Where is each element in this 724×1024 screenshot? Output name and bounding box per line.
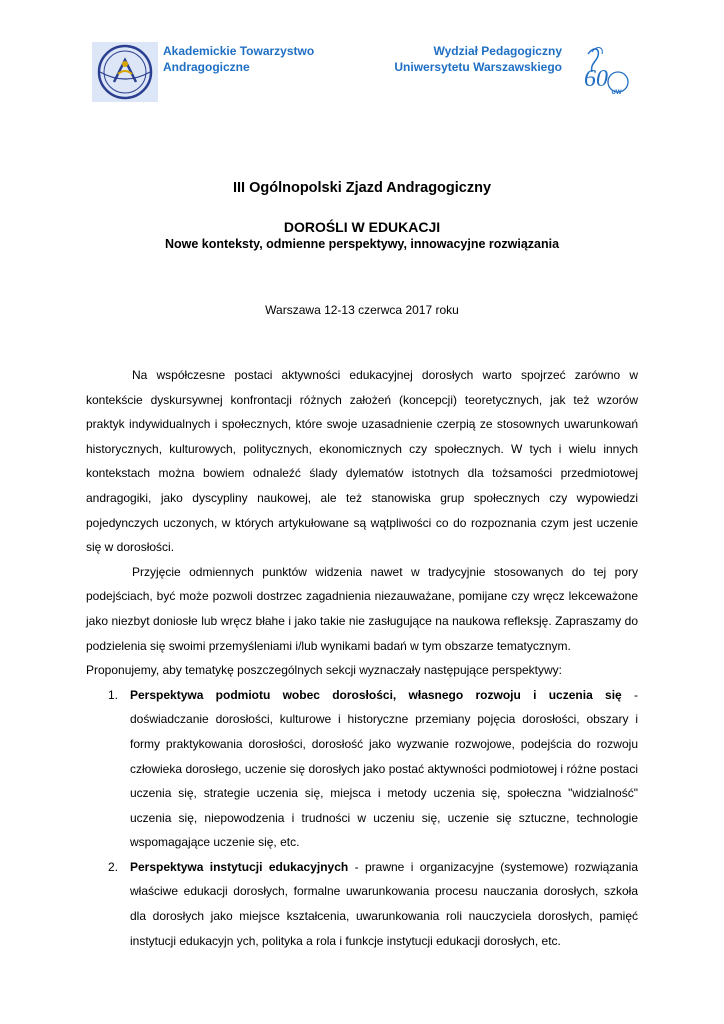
left-org-line1: Akademickie Towarzystwo (163, 44, 315, 58)
congress-date: Warszawa 12-13 czerwca 2017 roku (265, 303, 459, 317)
uw-faculty-logo (580, 42, 632, 102)
list-item-text: - prawne i organizacyjne (systemowe) rozwiązania właściwe edukacji dorosłych, formalne uwarunkowania procesu nauczania dorosłych, szkoła dla dorosłych jako miejsce kształcenia, uwarunkowania roli nauczyciela dorosłych, pamięć instytucji edukacyjn ych, polityka a rola i funkcje instytucji edukacji dorosłych, etc. (130, 859, 638, 948)
ata-emblem-icon (92, 42, 158, 102)
paragraph-proposal: Proponujemy, aby tematykę poszczególnych sekcji wyznaczały następujące perspektywy: (86, 663, 563, 678)
congress-theme: DOROŚLI W EDUKACJI (283, 219, 441, 235)
paragraph-invitation: Przyjęcie odmiennych punktów widzenia nawet w tradycyjnie stosowanych do tej pory podejściach, być może pozwoli dostrzec zagadnienia niezauważane, pomijane czy wręcz lekceważone jako niezbyt doniosłe lub wręcz błahe i jako takie nie zasługujące na naukowa refleksję. Zapraszamy do podzielenia się swoimi przemyśleniami i/lub wynikami badań w tym obszarze tematycznym. (86, 564, 638, 653)
uw-anniversary-icon (580, 42, 632, 102)
list-item-text: - doświadczanie dorosłości, kulturowe i historyczne przemiany pojęcia dorosłości, obszary i formy praktykowania dorosłości, dorosłość jako wyzwanie rozwojowe, podejścia do rozwoju człowieka dorosłego, uczenie się dorosłych jako postać aktywności podmiotowej i różne postaci uczenia się, strategie uczenia się, miejsca i metody uczenia się, społeczna "widzialność" uczenia się, niepowodzenia i trudności w uczeniu się, uczenie się sztuczne, technologie wspomagające uczenie się, etc. (130, 687, 639, 850)
left-org-line2: Andragogiczne (163, 60, 250, 74)
list-item (86, 855, 638, 953)
left-organization-name (163, 43, 314, 75)
paragraph-intro: Na współczesne postaci aktywności edukacyjnej dorosłych warto spojrzeć zarówno w kontekście dyskursywnej konfrontacji różnych założeń (koncepcji) teoretycznych, jak też wzorów praktyk indywidualnych i społecznych, które swoje uzasadnienie czerpią ze stosownych uwarunkowań historycznych, kulturowych, politycznych, ekonomicznych czy społecznych. W tych i wielu innych kontekstach można bowiem odnaleźć ślady dylematów istotnych dla tożsamości przedmiotowej andragogiki, jako dyscypliny naukowej, ale też stanowiska grup społecznych czy wypowiedzi pojedynczych uczonych, w których artykułowane są wątpliwości co do rozpoznania czym jest uczenie się w dorosłości. (86, 368, 638, 555)
list-item-number: 2. (108, 859, 119, 874)
right-org-line2: Uniwersytetu Warszawskiego (394, 60, 562, 74)
congress-title: III Ogólnopolski Zjazd Andragogiczny (232, 180, 492, 196)
list-item-heading: Perspektywa instytucji edukacyjnych (130, 859, 349, 874)
list-item-number: 1. (108, 687, 119, 702)
uw-logo-text: UW (611, 90, 622, 96)
perspectives-list (86, 683, 638, 954)
list-item (86, 683, 638, 855)
ata-logo (92, 42, 158, 102)
right-org-line1: Wydział Pedagogiczny (433, 44, 562, 58)
document-body (86, 363, 638, 953)
svg-text:60: 60 (584, 66, 608, 92)
congress-subtitle: Nowe konteksty, odmienne perspektywy, innowacyjne rozwiązania (164, 237, 560, 251)
right-organization-name (394, 43, 562, 75)
list-item-heading: Perspektywa podmiotu wobec dorosłości, własnego rozwoju i uczenia się (130, 687, 622, 702)
